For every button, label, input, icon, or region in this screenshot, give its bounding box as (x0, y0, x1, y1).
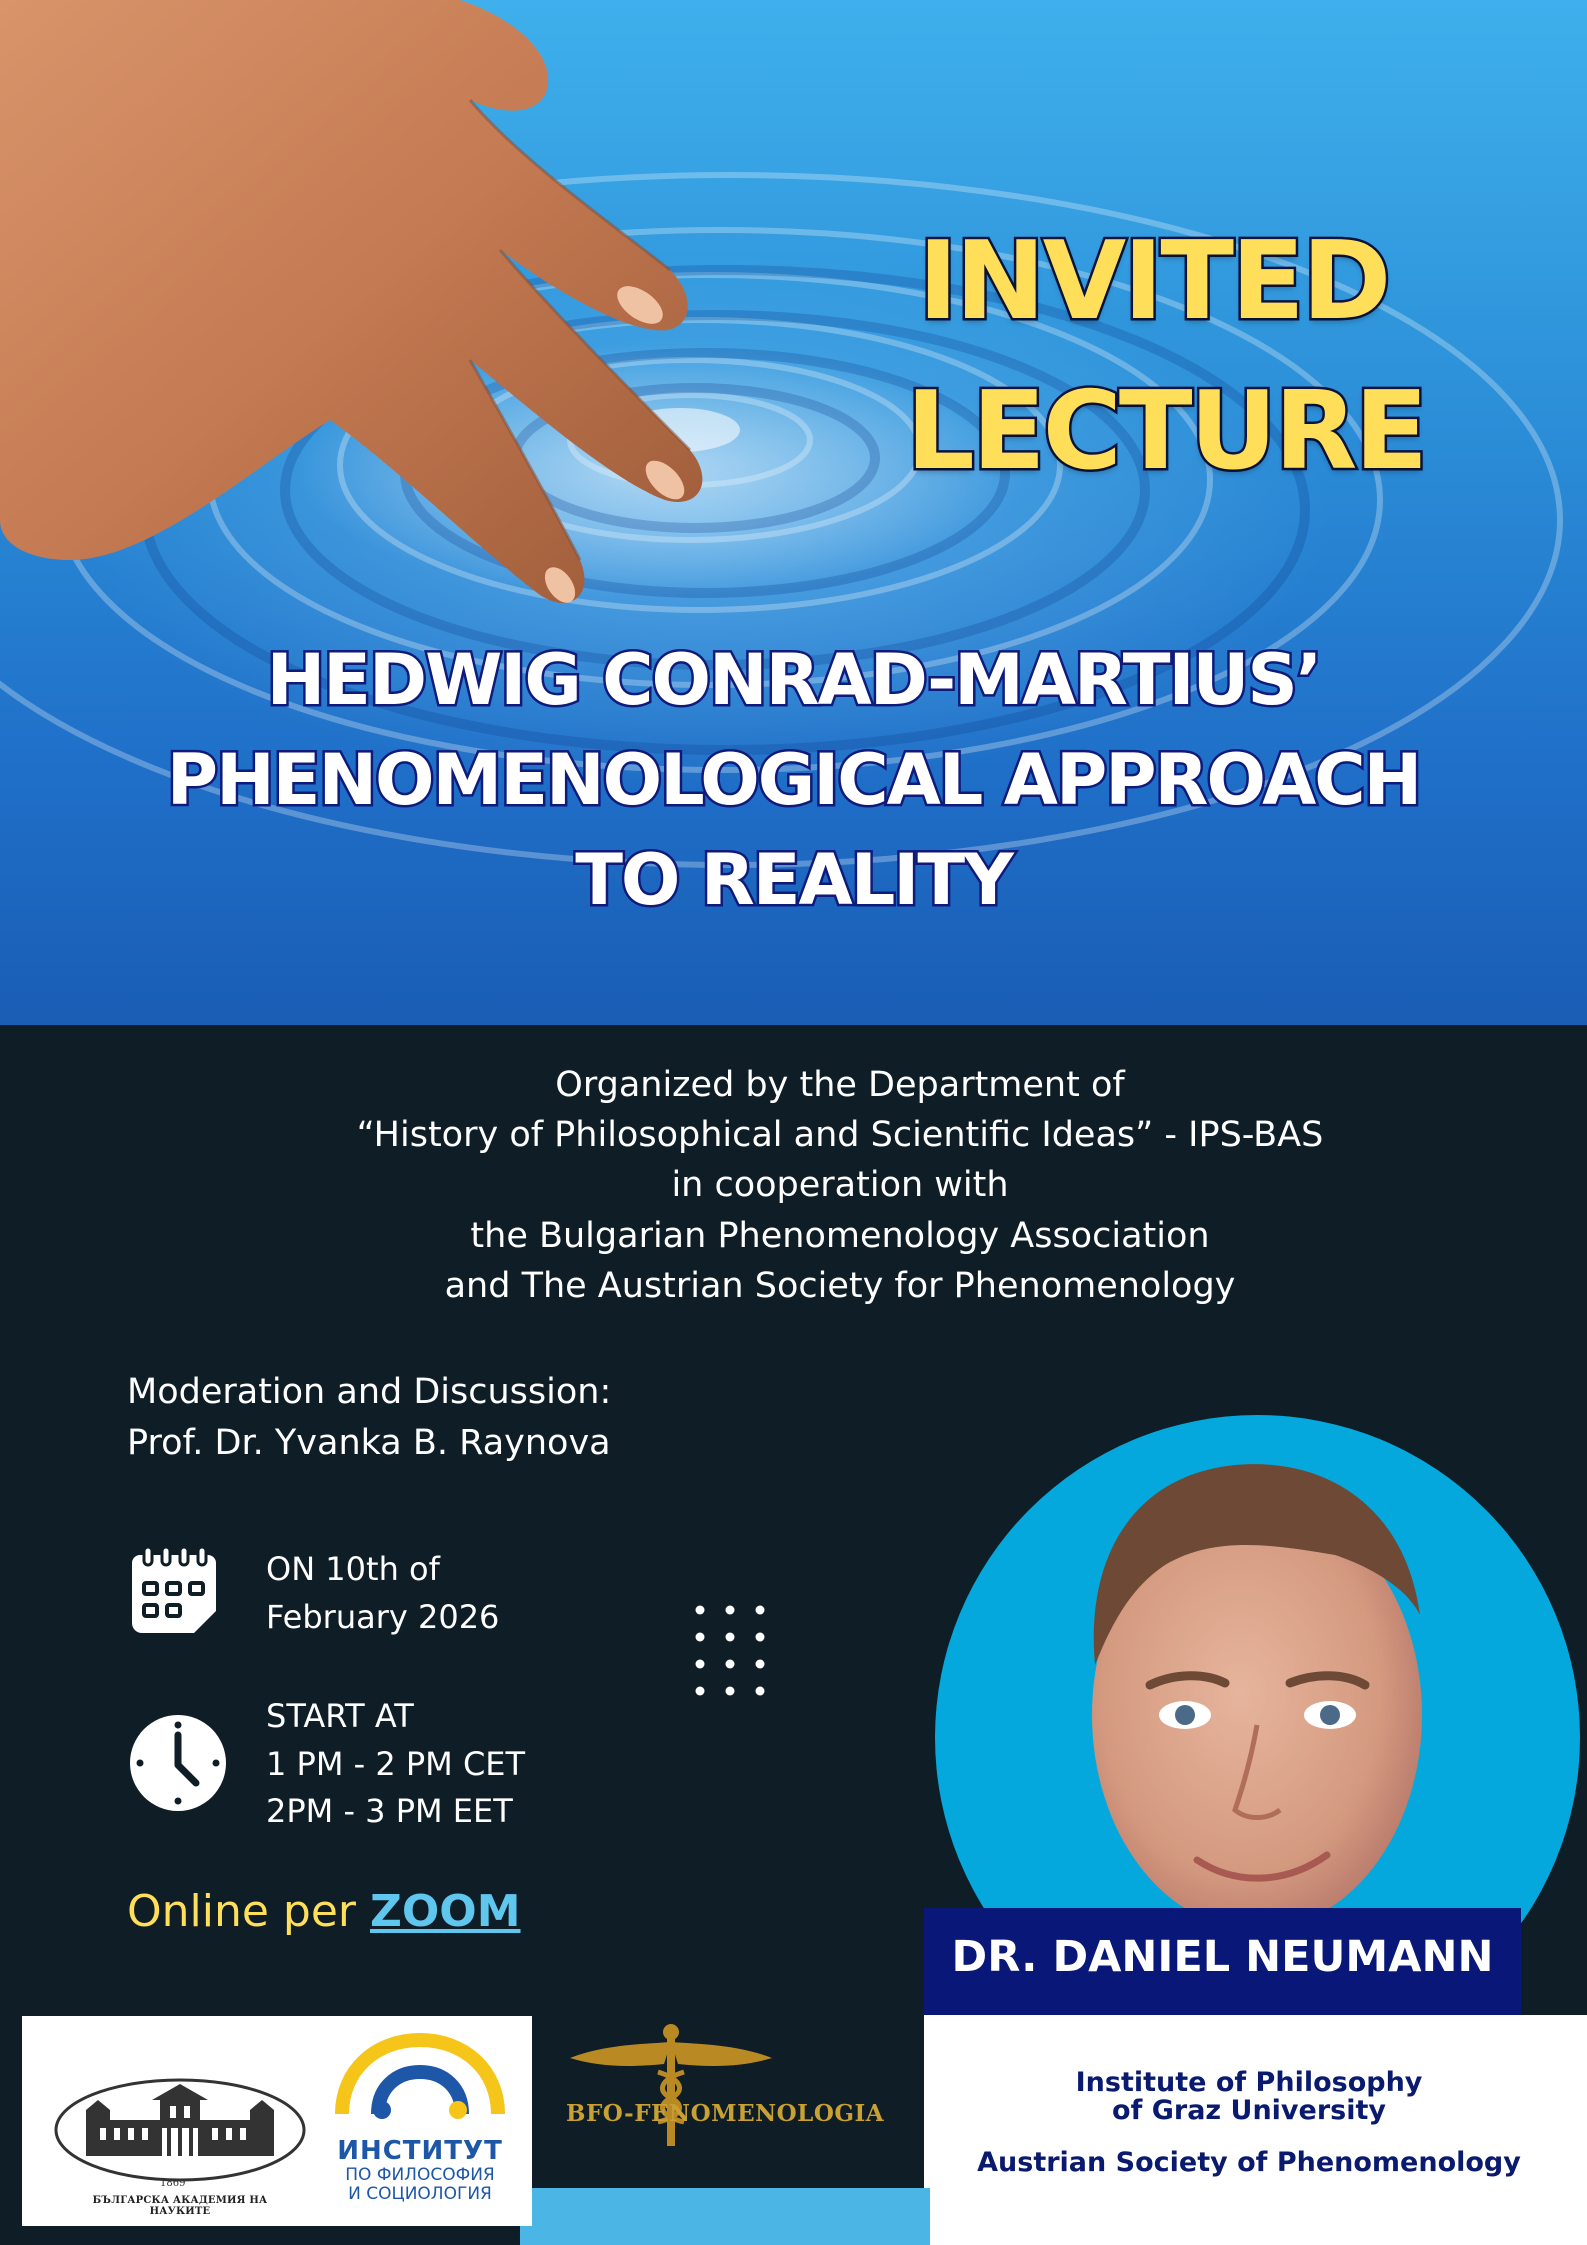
academy-building-logo (52, 2072, 308, 2182)
online-prefix: Online per (127, 1886, 370, 1937)
accent-strip (520, 2188, 930, 2245)
institute-name-line3: И СОЦИОЛОГИЯ (348, 2184, 492, 2204)
institute-name-line1: ИНСТИТУТ (337, 2136, 503, 2166)
bfo-logo-text: BFO-FENOMENOLOGIA (566, 2100, 885, 2127)
calendar-icon (130, 1545, 218, 1635)
organizer-line1: Organized by the Department of (555, 1065, 1125, 1105)
speaker-name: DR. DANIEL NEUMANN (951, 1932, 1494, 1982)
lecture-topic-line3: TO REALITY (575, 839, 1012, 921)
academy-year: 1869 (160, 2178, 186, 2189)
speaker-affiliation-line1: Institute of Philosophy (1075, 2067, 1423, 2098)
academy-caption: БЪЛГАРСКА АКАДЕМИЯ НА НАУКИТЕ (92, 2195, 268, 2217)
clock-icon (128, 1713, 228, 1813)
moderator-name: Prof. Dr. Yvanka B. Raynova (127, 1423, 611, 1463)
title-lecture: LECTURE (906, 369, 1426, 494)
lecture-topic-line1: HEDWIG CONRAD-MARTIUS’ (266, 639, 1321, 721)
caduceus-logo (566, 2022, 776, 2152)
decorative-dot-grid (690, 1600, 770, 1700)
speaker-affiliation-line2: of Graz University (1112, 2095, 1386, 2126)
hero-banner (0, 0, 1587, 1025)
title-invited: INVITED (918, 219, 1389, 344)
hand-illustration (0, 0, 760, 620)
speaker-affiliation-box (924, 2015, 1587, 2245)
start-label: START AT (266, 1697, 414, 1735)
event-date-line1: ON 10th of (266, 1550, 440, 1588)
time-eet: 2PM - 3 PM EET (266, 1792, 513, 1830)
lecture-topic-line2: PHENOMENOLOGICAL APPROACH (166, 739, 1421, 821)
moderation-label: Moderation and Discussion: (127, 1372, 612, 1412)
organizer-line2: “History of Philosophical and Scientific Ideas” - IPS-BAS (356, 1115, 1324, 1155)
time-cet: 1 PM - 2 PM CET (266, 1745, 526, 1783)
organizer-line3: in cooperation with (671, 1165, 1009, 1205)
zoom-link[interactable]: ZOOM (370, 1886, 521, 1937)
organizer-line5: and The Austrian Society for Phenomenology (444, 1266, 1236, 1306)
institute-logo-mark (332, 2030, 508, 2132)
event-date-line2: February 2026 (266, 1598, 500, 1636)
organizer-line4: the Bulgarian Phenomenology Association (470, 1216, 1210, 1256)
speaker-affiliation-line3: Austrian Society of Phenomenology (977, 2147, 1521, 2178)
online-info (127, 1886, 521, 1937)
institute-name-line2: ПО ФИЛОСОФИЯ (345, 2165, 495, 2185)
